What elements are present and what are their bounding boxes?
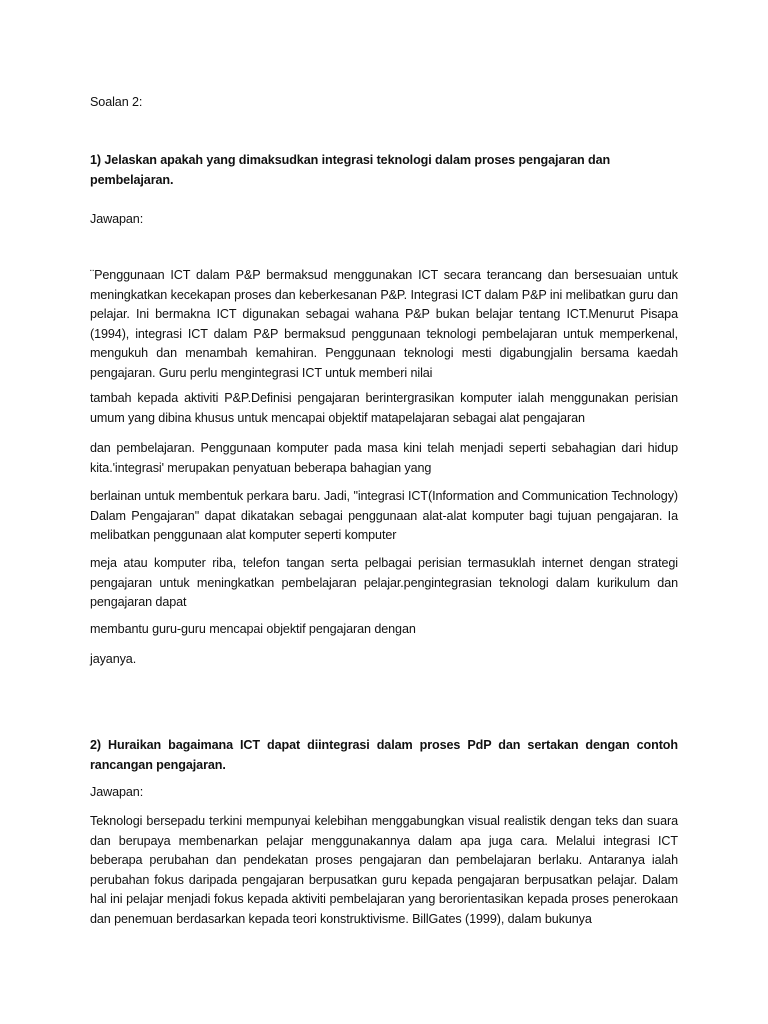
section-title: Soalan 2: <box>90 95 143 109</box>
question-2: 2) Huraikan bagaimana ICT dapat diintegrasi dalam proses PdP dan sertakan dengan contoh rancangan pengajaran. <box>90 738 678 772</box>
answer-label-1: Jawapan: <box>90 212 144 226</box>
answer-1-paragraph-2: tambah kepada aktiviti P&P.Definisi pengajaran berintergrasikan komputer ialah menggunakan perisian umum yang dibina khusus untuk mencapai objektif matapelajaran sebagai alat pengajaran <box>90 391 678 425</box>
answer-2-paragraph: Teknologi bersepadu terkini mempunyai kelebihan menggabungkan visual realistik dengan teks dan suara dan berupaya membenarkan pelajar menggunakannya dalam apa juga cara. Melalui integrasi ICT beberapa perubahan dan pendekatan proses pengajaran dan pembelajaran berlaku. Antaranya ialah perubahan fokus daripada pengajaran berpusatkan guru kepada pengajaran berpusatkan pelajar. Dalam hal ini pelajar menjadi fokus kepada aktiviti pembelajaran yang berorientasikan kepada proses penerokaan dan penemuan berdasarkan kepada teori konstruktivisme. BillGates (1999), dalam bukunya <box>90 814 678 926</box>
answer-1-paragraph-4: berlainan untuk membentuk perkara baru. Jadi, "integrasi ICT(Information and Communication Technology) Dalam Pengajaran" dapat dikatakan sebagai penggunaan alat-alat komputer bagi tujuan pengajaran. Ia melibatkan penggunaan alat komputer seperti komputer <box>90 489 678 543</box>
answer-label-2: Jawapan: <box>90 785 144 799</box>
answer-1-paragraph-6: membantu guru-guru mencapai objektif pengajaran dengan <box>90 622 416 636</box>
answer-1-paragraph-1: ¨Penggunaan ICT dalam P&P bermaksud menggunakan ICT secara terancang dan bersesuaian untuk meningkatkan kecekapan proses dan keberkesanan P&P. Integrasi ICT dalam P&P ini melibatkan guru dan pelajar. Ini bermakna ICT digunakan sebagai wahana P&P bukan belajar tentang ICT.Menurut Pisapa (1994), integrasi ICT dalam P&P bermaksud penggunaan teknologi pembelajaran untuk memperkenal, mengukuh dan menambah kemahiran. Penggunaan teknologi mesti digabungjalin bersama kaedah pengajaran. Guru perlu mengintegrasi ICT untuk memberi nilai <box>90 268 678 380</box>
question-1: 1) Jelaskan apakah yang dimaksudkan integrasi teknologi dalam proses pengajaran dan pembelajaran. <box>90 153 611 187</box>
answer-1-paragraph-3: dan pembelajaran. Penggunaan komputer pada masa kini telah menjadi seperti sebahagian dari hidup kita.'integrasi' merupakan penyatuan beberapa bahagian yang <box>90 441 678 475</box>
answer-1-paragraph-5: meja atau komputer riba, telefon tangan serta pelbagai perisian termasuklah internet dengan strategi pengajaran untuk meningkatkan pembelajaran pelajar.pengintegrasian teknologi dalam kurikulum dan pengajaran dapat <box>90 556 678 610</box>
answer-1-paragraph-7: jayanya. <box>90 652 137 666</box>
